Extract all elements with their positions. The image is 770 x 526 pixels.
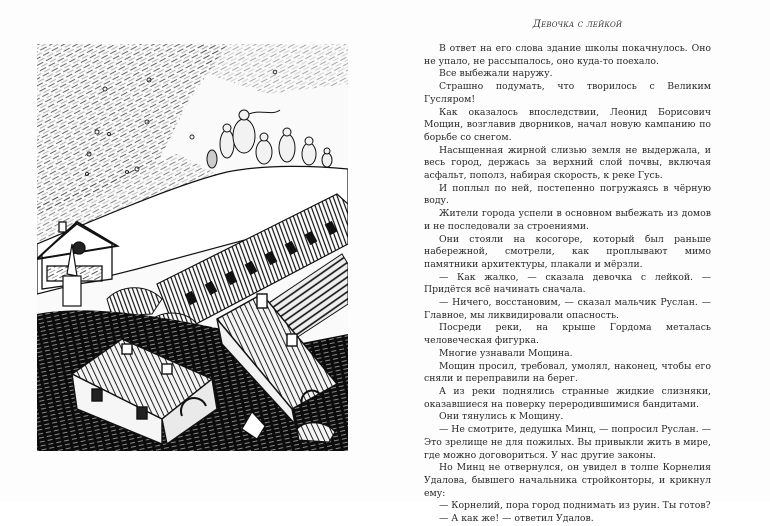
paragraph: Посреди реки, на крыше Гордома металась человеческая фигурка. <box>424 322 711 347</box>
paragraph: Многие узнавали Мощина. <box>439 347 573 359</box>
paragraph: А из реки поднялись странные жидкие слизняки, оказавшиеся на поверку переродившимися бандитами. <box>424 385 711 410</box>
paragraph: Насыщенная жирной слизью земля не выдержала, и весь город, держась за верхний слой почвы, включая асфальт, пополз, набирая скорость, к реке Гусь. <box>424 144 711 182</box>
paragraph: Все выбежали наружу. <box>439 68 553 80</box>
paragraph: Мощин просил, требовал, умолял, наконец, чтобы его сняли и переправили на берег. <box>424 360 711 385</box>
paragraph: Страшно подумать, что творилось с Великим Гусляром! <box>424 81 711 105</box>
illustration-svg <box>37 44 348 451</box>
paragraph: — Как жалко, — сказала девочка с лейкой. — Придётся всё начинать сначала. <box>424 271 711 296</box>
paragraph: И поплыл по ней, постепенно погружаясь в чёрную воду. <box>424 182 711 207</box>
running-head: Девочка с лейкой <box>532 19 623 30</box>
right-page <box>385 0 770 525</box>
paragraph: — Не смотрите, дедушка Минц, — попросил Руслан. — Это зрелище не для пожилых. Вы привыкли жить в мире, где можно договориться. У нас другие законы. <box>424 424 711 461</box>
body-text <box>424 43 711 526</box>
left-page <box>0 0 385 501</box>
paragraph: — Корнелий, пора город поднимать из руин. Ты готов? <box>439 500 711 512</box>
paragraph: Но Минц не отвернулся, он увидел в толпе Корнелия Удалова, бывшего начальника стройконторы, и крикнул ему: <box>424 462 711 499</box>
paragraph: Они стояли на косогоре, который был раньше набережной, смотрели, как проплывают мимо памятники архитектуры, плакали и мёрзли. <box>424 233 711 270</box>
paragraph: В ответ на его слова здание школы покачнулось. Оно не упало, не рассыпалось, оно куда-то поехало. <box>424 43 711 67</box>
illustration-flood-scene <box>37 44 348 451</box>
paragraph: — А как же! — ответил Удалов. <box>439 513 594 525</box>
paragraph: Жители города успели в основном выбежать из домов и не последовали за строениями. <box>424 208 711 232</box>
paragraph: Они тянулись к Мощину. <box>439 411 564 423</box>
paragraph: Как оказалось впоследствии, Леонид Борисович Мощин, возглавив дворников, начал новую кампанию по борьбе со снегом. <box>424 106 711 143</box>
paragraph: — Ничего, восстановим, — сказал мальчик Руслан. — Главное, мы ликвидировали опасность. <box>424 297 711 321</box>
